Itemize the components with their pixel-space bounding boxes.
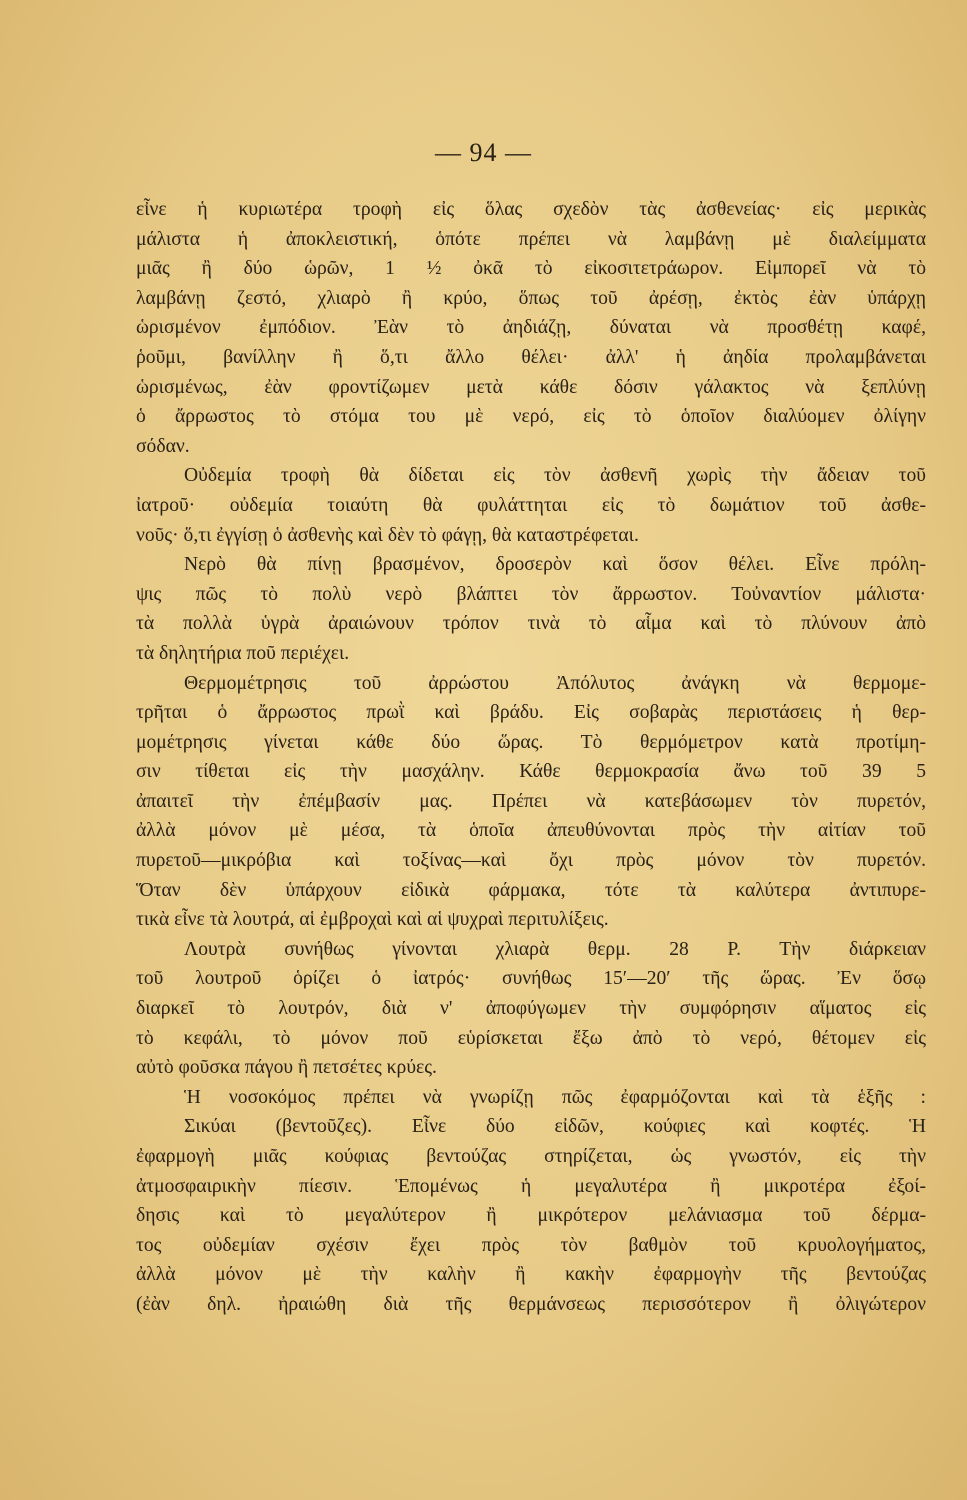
text-line: σιν τίθεται εἰς τὴν μασχάλην. Κάθε θερμοκρασία ἄνω τοῦ 39 5 <box>136 761 926 783</box>
text-line: Λουτρὰ συνήθως γίνονται χλιαρὰ θερμ. 28 Ρ. Τὴν διάρκειαν <box>184 938 926 960</box>
text-line: ὡρισμένως, ἐὰν φροντίζωμεν μετὰ κάθε δόσιν γάλακτος νὰ ξεπλύνῃ <box>136 376 926 398</box>
text-line: τὰ πολλὰ ὑγρὰ ἀραιώνουν τρόπον τινὰ τὸ αἷμα καὶ τὸ πλύνουν ἀπὸ <box>136 613 926 635</box>
text-line: ἰατροῦ· οὐδεμία τοιαύτη θὰ φυλάττηται εἰς τὸ δωμάτιον τοῦ ἀσθε- <box>136 494 926 516</box>
text-line: μιᾶς ἢ δύο ὡρῶν, 1 ½ ὀκᾶ τὸ εἰκοσιτετράωρον. Εἰμπορεῖ νὰ τὸ <box>136 258 926 280</box>
text-line: ψις πῶς τὸ πολὺ νερὸ βλάπτει τὸν ἄρρωστον. Τοὐναντίον μάλιστα· <box>136 583 926 605</box>
text-line: πυρετοῦ—μικρόβια καὶ τοξίνας—καὶ ὄχι πρὸς μόνον τὸν πυρετόν. <box>136 850 926 872</box>
text-line: Νερὸ θὰ πίνῃ βρασμένον, δροσερὸν καὶ ὅσον θέλει. Εἶνε πρόλη- <box>184 554 926 576</box>
text-line: τος οὐδεμίαν σχέσιν ἔχει πρὸς τὸν βαθμὸν τοῦ κρυολογήματος, <box>136 1234 926 1256</box>
text-line: μάλιστα ἡ ἀποκλειστική, ὁπότε πρέπει νὰ λαμβάνῃ μὲ διαλείμματα <box>136 228 926 250</box>
text-line: ὁ ἄρρωστος τὸ στόμα του μὲ νερό, εἰς τὸ ὁποῖον διαλύομεν ὀλίγην <box>136 406 926 428</box>
text-line: ὡρισμένον ἐμπόδιον. Ἐὰν τὸ ἀηδιάζῃ, δύναται νὰ προσθέτῃ καφέ, <box>136 317 926 339</box>
text-line: ἀλλὰ μόνον μὲ τὴν καλὴν ἢ κακὴν ἐφαρμογὴν τῆς βεντούζας <box>136 1264 926 1286</box>
text-line: τοῦ λουτροῦ ὁρίζει ὁ ἰατρός· συνήθως 15′—20′ τῆς ὥρας. Ἐν ὅσῳ <box>136 968 926 990</box>
text-line: ἀλλὰ μόνον μὲ μέσα, τὰ ὁποῖα ἀπευθύνονται πρὸς τὴν αἰτίαν τοῦ <box>136 820 926 842</box>
text-line: Ὅταν δὲν ὑπάρχουν εἰδικὰ φάρμακα, τότε τὰ καλύτερα ἀντιπυρε- <box>136 879 926 901</box>
text-line: μομέτρησις γίνεται κάθε δύο ὥρας. Τὸ θερμόμετρον κατὰ προτίμη- <box>136 731 926 753</box>
text-line: τὰ δηλητήρια ποῦ περιέχει. <box>136 642 350 664</box>
text-line: δησις καὶ τὸ μεγαλύτερον ἢ μικρότερον μελάνιασμα τοῦ δέρμα- <box>136 1205 926 1227</box>
text-line: τρῆται ὁ ἄρρωστος πρωῒ καὶ βράδυ. Εἰς σοβαρὰς περιστάσεις ἡ θερ- <box>136 702 926 724</box>
page-number: — 94 — <box>435 138 532 167</box>
text-line: ἀτμοσφαιρικὴν πίεσιν. Ἑπομένως ἡ μεγαλυτέρα ἢ μικροτέρα ἐξοί- <box>136 1175 926 1197</box>
text-line: ῥοῦμι, βανίλλην ἢ ὅ,τι ἄλλο θέλει· ἀλλ' ἡ ἀηδία προλαμβάνεται <box>136 346 926 368</box>
text-line: τὸ κεφάλι, τὸ μόνον ποῦ εὑρίσκεται ἔξω ἀπὸ τὸ νερό, θέτομεν εἰς <box>136 1027 926 1049</box>
text-line: Σικύαι (βεντοῦζες). Εἶνε δύο εἰδῶν, κούφιες καὶ κοφτές. Ἡ <box>184 1116 926 1138</box>
body-text <box>136 195 926 1320</box>
text-line: διαρκεῖ τὸ λουτρόν, διὰ ν' ἀποφύγωμεν τὴν συμφόρησιν αἵματος εἰς <box>136 998 926 1020</box>
text-line: Θερμομέτρησις τοῦ ἀρρώστου Ἀπόλυτος ἀνάγκη νὰ θερμομε- <box>184 672 926 694</box>
text-line: (ἐὰν δηλ. ἠραιώθη διὰ τῆς θερμάνσεως περισσότερον ἢ ὀλιγώτερον <box>136 1293 926 1315</box>
text-line: ἀπαιτεῖ τὴν ἐπέμβασίν μας. Πρέπει νὰ κατεβάσωμεν τὸν πυρετόν, <box>136 790 926 812</box>
text-line: Ἡ νοσοκόμος πρέπει νὰ γνωρίζῃ πῶς ἐφαρμόζονται καὶ τὰ ἑξῆς : <box>184 1086 926 1108</box>
text-line: αὐτὸ φοῦσκα πάγου ἢ πετσέτες κρύες. <box>136 1057 437 1079</box>
text-line: σόδαν. <box>136 435 190 457</box>
text-line: λαμβάνῃ ζεστό, χλιαρὸ ἢ κρύο, ὅπως τοῦ ἀρέσῃ, ἐκτὸς ἐὰν ὑπάρχῃ <box>136 287 926 309</box>
text-line: τικὰ εἶνε τὰ λουτρά, αἱ ἐμβροχαὶ καὶ αἱ ψυχραὶ περιτυλίξεις. <box>136 909 609 931</box>
text-line: νοῦς· ὅ,τι ἐγγίσῃ ὁ ἀσθενὴς καὶ δὲν τὸ φάγῃ, θὰ καταστρέφεται. <box>136 524 639 546</box>
text-line: Οὐδεμία τροφὴ θὰ δίδεται εἰς τὸν ἀσθενῆ χωρὶς τὴν ἄδειαν τοῦ <box>184 465 926 487</box>
text-line: ἐφαρμογὴ μιᾶς κούφιας βεντούζας στηρίζεται, ὡς γνωστόν, εἰς τὴν <box>136 1146 926 1167</box>
text-line: εἶνε ἡ κυριωτέρα τροφὴ εἰς ὅλας σχεδὸν τὰς ἀσθενείας· εἰς μερικὰς <box>136 199 926 220</box>
